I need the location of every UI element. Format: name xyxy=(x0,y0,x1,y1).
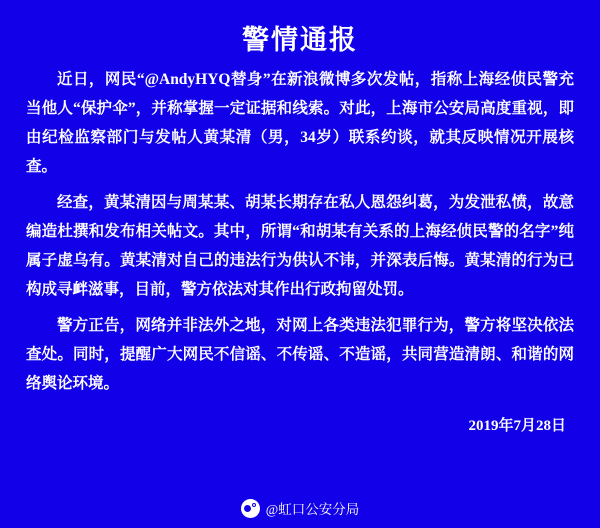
paragraph-3: 警方正告，网络并非法外之地，对网上各类违法犯罪行为，警方将坚决依法查处。同时，提醒广大网民不信谣、不传谣、不造谣，共同营造清朗、和谐的网络舆论环境。 xyxy=(26,317,574,392)
notice-date: 2019年7月28日 xyxy=(468,418,566,434)
notice-body xyxy=(0,65,600,398)
footer-attribution xyxy=(0,498,600,518)
paragraph-2: 经查，黄某清因与周某某、胡某长期存在私人恩怨纠葛，为发泄私愤，故意编造杜撰和发布相关帖文。其中，所谓“和胡某有关系的上海经侦民警的名字”纯属子虚乌有。黄某清对自己的违法行为供认不讳，并深表后悔。黄某清的行为已构成寻衅滋事，目前，警方依法对其作出行政拘留处罚。 xyxy=(26,194,574,298)
page-title: 警情通报 xyxy=(242,25,358,55)
footer-account-label: @虹口公安分局 xyxy=(265,502,360,517)
paragraph-1: 近日，网民“@AndyHYQ替身”在新浪微博多次发帖，指称上海经侦民警充当他人“保护伞”，并称掌握一定证据和线索。对此，上海市公安局高度重视，即由纪检监察部门与发帖人黄某清（男，34岁）联系约谈，就其反映情况开展核查。 xyxy=(26,71,574,175)
weibo-icon xyxy=(241,499,260,518)
